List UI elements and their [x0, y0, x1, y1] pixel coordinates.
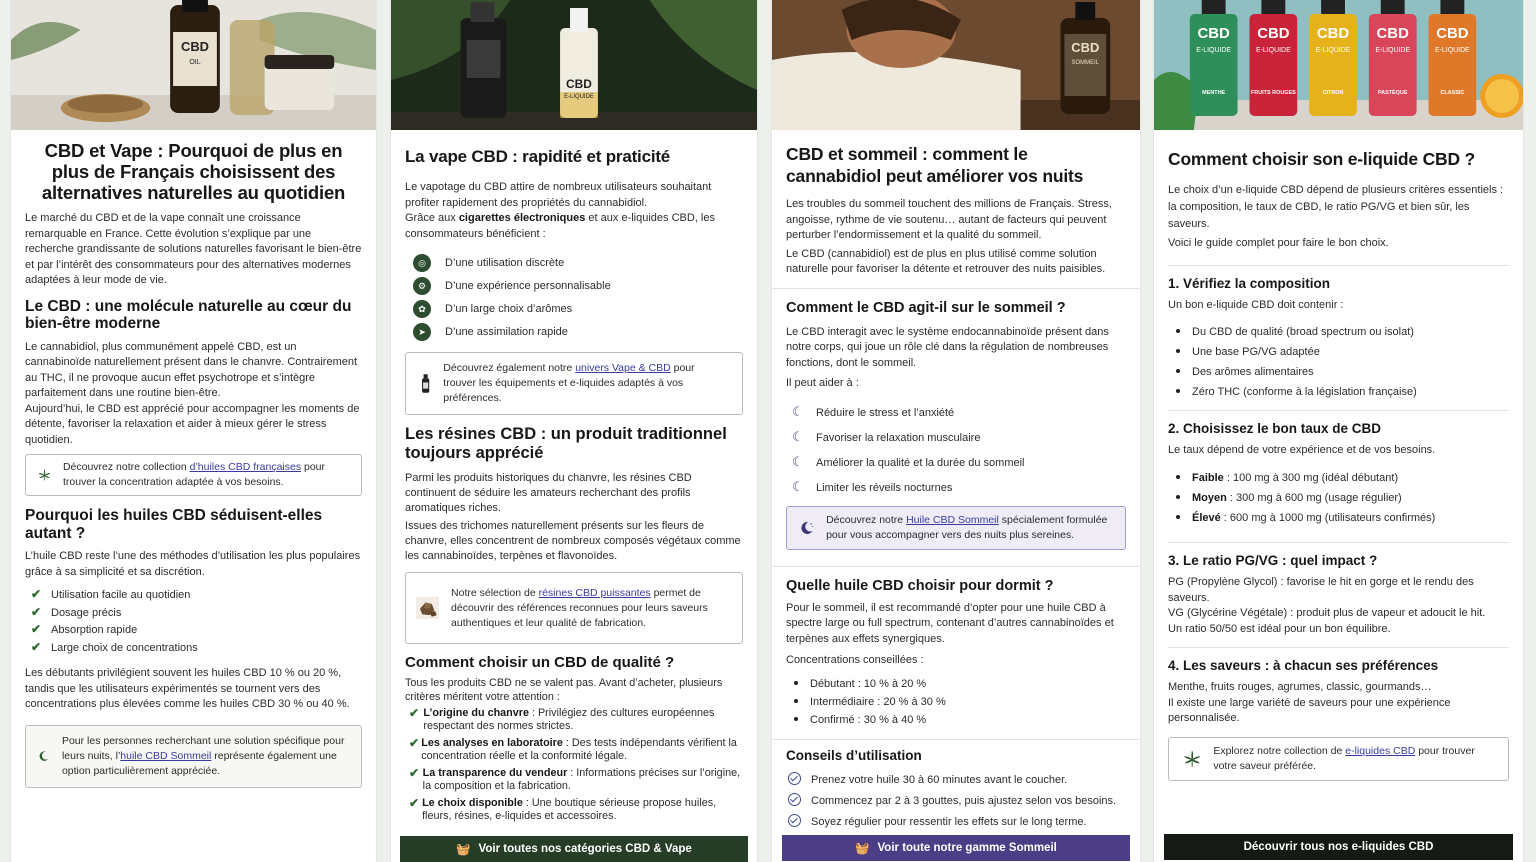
section-heading-choix: Quelle huile CBD choisir pour dormit ?	[786, 577, 1054, 594]
list-item: Zéro THC (conforme à la législation française)	[1172, 382, 1509, 402]
sleep-benefits-list	[792, 400, 1126, 500]
bottle-label: E-LIQUIDE	[1435, 46, 1470, 55]
paragraph: Menthe, fruits rouges, agrumes, classic, gourmands…	[1168, 681, 1432, 693]
list-item: Soyez régulier pour ressentir les effets sur le long terme.	[788, 812, 1126, 833]
list-item: ✔ La transparence du vendeur : Informations précises sur l’origine, la composition et la fabrication.	[409, 766, 741, 792]
e-liquid-bottle	[1369, 0, 1417, 116]
list-item: ⚙ D’une expérience personnalisable	[413, 275, 743, 298]
article-cbd-sommeil	[771, 0, 1141, 862]
list-item: Confirmé : 30 % à 40 %	[790, 711, 1126, 729]
list-item: Élevé : 600 mg à 1000 mg (utilisateurs confirmés)	[1172, 508, 1509, 528]
section-heading-conseils: Conseils d’utilisation	[786, 747, 922, 763]
paragraph: Il peut aider à :	[786, 377, 859, 389]
hero-image-vape	[391, 0, 757, 130]
paragraph: Parmi les produits historiques du chanvre, les résines CBD continuent de séduire les amateurs recherchant des profils aromatiques riches.	[405, 472, 692, 514]
section-heading-qualite: Comment choisir un CBD de qualité ?	[405, 654, 675, 671]
bottle-label: MENTHE	[1202, 89, 1226, 97]
section-heading-huiles: Pourquoi les huiles CBD séduisent-elles autant ?	[25, 507, 323, 542]
e-liquid-bottle	[1249, 0, 1297, 116]
svg-text:CBD: CBD	[1071, 39, 1100, 56]
list-item: ✔ Absorption rapide	[31, 622, 138, 636]
bottle-label: CBD	[1316, 24, 1350, 43]
basket-icon: 🧺	[855, 843, 870, 855]
paragraph: Grâce aux cigarettes électroniques et aux e-liquides CBD, les consommateurs bénéficient :	[405, 212, 715, 240]
check-circle-icon	[788, 793, 801, 806]
paragraph: Tous les produits CBD ne se valent pas. Avant d’acheter, plusieurs critères méritent votre attention :	[405, 677, 723, 703]
paragraph: Les débutants privilégient souvent les huiles CBD 10 % ou 20 %, tandis que les utilisateurs expérimentés se tournent vers des concentrations plus élevées comme les huiles CBD 30 % ou 40 %.	[25, 667, 350, 710]
bottle-label: E-LIQUIDE	[1196, 46, 1232, 55]
callout-resines: Notre sélection de résines CBD puissantes permet de découvrir des références reconnues pour leurs saveurs authentiques et leur qualité de fabrication.	[405, 572, 743, 644]
composition-list	[1172, 322, 1509, 402]
check-icon: ✔	[409, 766, 420, 780]
hero-image-sleep	[772, 0, 1140, 130]
moon-icon: ☾	[792, 478, 804, 494]
bottle-label: E-LIQUIDE	[1315, 46, 1351, 55]
cannabis-leaf-icon	[1183, 748, 1201, 770]
list-item: ☾ Réduire le stress et l’anxiété	[792, 400, 1126, 425]
article-title: CBD et Vape : Pourquoi de plus en plus de Français choisissent des alternatives naturelles au quotidien	[41, 140, 346, 203]
section-heading-ratio: 3. Le ratio PG/VG : quel impact ?	[1168, 553, 1378, 568]
basket-icon: 🧺	[456, 844, 471, 856]
list-item: ☾ Favoriser la relaxation musculaire	[792, 425, 1126, 450]
paragraph: Issues des trichomes naturellement présents sur les fleurs de chanvre, elles concentrent de nombreux composés végétaux comme les cannabinoïdes, terpènes et flavonoïdes.	[405, 520, 741, 562]
check-icon: ✔	[409, 706, 420, 720]
link-huile-cbd-sommeil[interactable]: Huile CBD Sommeil	[906, 513, 999, 526]
vape-benefits-list	[413, 252, 743, 344]
list-item: ☾ Limiter les réveils nocturnes	[792, 475, 1126, 500]
bottle-label: E-LIQUIDE	[1255, 46, 1291, 55]
e-liquid-bottle-icon	[420, 365, 431, 403]
categories-button[interactable]: 🧺 Voir toutes nos catégories CBD & Vape	[400, 836, 748, 862]
svg-text:E-LIQUIDE: E-LIQUIDE	[564, 93, 594, 101]
bottle-label: CBD	[1257, 24, 1290, 43]
check-circle-icon	[788, 814, 801, 827]
paragraph: L’huile CBD reste l’une des méthodes d’utilisation les plus populaires grâce à sa simplicité et sa discrétion.	[25, 550, 361, 578]
check-icon: ✔	[31, 587, 42, 601]
svg-text:CBD: CBD	[566, 76, 592, 92]
moon-icon: ☾	[792, 403, 804, 419]
check-circle-icon	[788, 772, 801, 785]
moon-icon: ☾	[792, 453, 804, 469]
check-icon: ✔	[31, 604, 42, 619]
paragraph: PG (Propylène Glycol) : favorise le hit en gorge et le rendu des saveurs.	[1168, 576, 1474, 604]
paragraph: Le taux dépend de votre expérience et de vos besoins.	[1168, 443, 1436, 456]
check-icon: ✔	[409, 736, 420, 750]
callout-huile-sommeil: Pour les personnes recherchant une solution spécifique pour leurs nuits, l’huile CBD Sommeil représente également une option particulièrement appréciée.	[25, 725, 362, 788]
list-item: ✔ Les analyses en laboratoire : Des tests indépendants vérifient la concentration réelle et la conformité légale.	[409, 736, 737, 762]
moon-icon: ☾	[792, 428, 804, 444]
hero-image-e-liquids	[1154, 0, 1523, 130]
moon-icon	[38, 741, 50, 771]
paragraph: Le cannabidiol, plus communément appelé CBD, est un cannabinoïde naturellement présent dans le chanvre. Contrairement au THC, il ne provoque aucun effet psychotrope et s’intègre parfaitement dans une routine bien-être.	[25, 340, 358, 399]
article-vape-cbd	[390, 0, 758, 862]
bottle-label: E-LIQUIDE	[1375, 46, 1411, 55]
e-liquides-button[interactable]: Découvrir tous nos e-liquides CBD	[1164, 834, 1513, 860]
list-item: Débutant : 10 % à 20 %	[790, 675, 1126, 693]
e-liquid-bottle	[1429, 0, 1477, 116]
paragraph: Il existe une large variété de saveurs pour une expérience personnalisée.	[1168, 696, 1451, 724]
hero-image-cbd-oil	[11, 0, 376, 130]
benefits-list	[31, 586, 362, 656]
list-item: Prenez votre huile 30 à 60 minutes avant le coucher.	[788, 770, 1126, 791]
callout-huiles-cbd: Découvrez notre collection d’huiles CBD françaises pour trouver la concentration adaptée à vos besoins.	[25, 454, 362, 496]
paragraph: Le choix d’un e-liquide CBD dépend de plusieurs critères essentiels : la composition, le taux de CBD, le ratio PG/VG et bien sûr, les saveurs.	[1168, 184, 1504, 230]
link-univers-vape-cbd[interactable]: univers Vape & CBD	[575, 362, 671, 374]
callout-huile-sommeil: Découvrez notre Huile CBD Sommeil spécialement formulée pour vous accompagner vers des nuits plus sereines.	[786, 506, 1126, 550]
article-title: La vape CBD : rapidité et praticité	[405, 147, 671, 166]
paragraph: Pour le sommeil, il est recommandé d’opter pour une huile CBD à spectre large ou full spectrum, contenant d’autres cannabinoïdes et terpènes aux effets synergiques.	[786, 601, 1114, 645]
moon-stars-icon	[799, 514, 814, 542]
bottle-label: FRUITS ROUGES	[1250, 89, 1296, 97]
bottle-label: CBD	[1197, 24, 1230, 43]
list-item: Du CBD de qualité (broad spectrum ou isolat)	[1172, 322, 1509, 342]
section-heading-cbd-molecule: Le CBD : une molécule naturelle au cœur du bien-être moderne	[25, 297, 352, 332]
list-item: ◎ D’une utilisation discrète	[413, 252, 743, 275]
section-heading-resines: Les résines CBD : un produit traditionnel toujours apprécié	[405, 425, 727, 462]
bottle-label: PASTÈQUE	[1377, 89, 1408, 97]
settings-icon: ⚙	[413, 277, 431, 295]
list-item: ✔ Dosage précis	[31, 604, 122, 619]
list-item: ➤ D’une assimilation rapide	[413, 321, 743, 344]
list-item: Intermédiaire : 20 % à 30 %	[790, 693, 1126, 711]
list-item: ✔ Utilisation facile au quotidien	[31, 587, 191, 601]
svg-text:SOMMEIL: SOMMEIL	[1071, 59, 1100, 67]
link-resines-cbd[interactable]: résines CBD puissantes	[538, 586, 651, 599]
section-heading-composition: 1. Vérifiez la composition	[1168, 276, 1331, 291]
link-huiles-cbd-francaises[interactable]: d’huiles CBD françaises	[189, 461, 302, 473]
list-item: ☾ Améliorer la qualité et la durée du sommeil	[792, 450, 1126, 475]
list-item: ✿ D’un large choix d’arômes	[413, 298, 743, 321]
paragraph: Un bon e-liquide CBD doit contenir :	[1168, 299, 1344, 311]
e-liquid-bottle	[1309, 0, 1357, 116]
list-item: ✔ L’origine du chanvre : Privilégiez des cultures européennes respectant des normes strictes.	[409, 706, 715, 732]
concentration-list	[790, 675, 1126, 729]
list-item: ✔ Le choix disponible : Une boutique sérieuse propose huiles, fleurs, résines, e-liquides et accessoires.	[409, 796, 717, 822]
link-e-liquides-cbd[interactable]: e-liquides CBD	[1345, 744, 1416, 757]
list-item: ✔ Large choix de concentrations	[31, 639, 198, 654]
link-huile-cbd-sommeil[interactable]: huile CBD Sommeil	[120, 749, 212, 762]
sommeil-range-button[interactable]: 🧺 Voir toute notre gamme Sommeil	[782, 835, 1130, 861]
list-item: Moyen : 300 mg à 600 mg (usage régulier)	[1172, 488, 1509, 508]
section-heading-taux: 2. Choisissez le bon taux de CBD	[1168, 420, 1382, 436]
article-e-liquide	[1153, 0, 1524, 862]
check-icon: ✔	[31, 622, 42, 636]
e-liquid-bottle	[1190, 0, 1238, 116]
paragraph: Aujourd’hui, le CBD est apprécié pour accompagner les moments de détente, favoriser la relaxation et aider à mieux gérer le stress quotidien.	[25, 402, 360, 446]
paragraph: Le vapotage du CBD attire de nombreux utilisateurs souhaitant profiter rapidement des propriétés du cannabidiol.	[405, 181, 712, 209]
list-item: Des arômes alimentaires	[1172, 362, 1509, 382]
section-heading-saveurs: 4. Les saveurs : à chacun ses préférences	[1168, 658, 1439, 673]
check-icon: ✔	[409, 796, 420, 810]
list-item: Commencez par 2 à 3 gouttes, puis ajustez selon vos besoins.	[788, 791, 1126, 812]
article-title: Comment choisir son e-liquide CBD ?	[1168, 149, 1476, 169]
section-heading-action: Comment le CBD agit-il sur le sommeil ?	[786, 299, 1066, 316]
paragraph: Le CBD interagit avec le système endocannabinoïde présent dans notre corps, qui joue un rôle clé dans la régulation de nombreuses fonctions, dont le sommeil.	[786, 325, 1109, 369]
check-icon: ✔	[31, 639, 42, 654]
tips-list	[788, 770, 1126, 833]
paragraph: VG (Glycérine Végétale) : produit plus de vapeur et adoucit le hit.	[1168, 607, 1486, 619]
paragraph: Voici le guide complet pour faire le bon choix.	[1168, 237, 1389, 249]
callout-univers-vape: Découvrez également notre univers Vape & CBD pour trouver les équipements et e-liquides adaptés à vos préférences.	[405, 352, 743, 415]
list-item: Faible : 100 mg à 300 mg (idéal débutant)	[1172, 468, 1509, 488]
bottle-label: CBD	[1436, 24, 1469, 43]
bottle-label: CITRON	[1322, 89, 1344, 97]
svg-text:OIL: OIL	[189, 58, 201, 67]
aroma-icon: ✿	[413, 300, 431, 318]
list-item: Une base PG/VG adaptée	[1172, 342, 1509, 362]
speed-icon: ➤	[413, 323, 431, 341]
intro-paragraph: Le marché du CBD et de la vape connaît une croissance remarquable en France. Cette évolution s’explique par une recherche grandissante de solutions naturelles favorisant le bien-être et par l’intérêt des consommateurs pour des alternatives modernes adaptées à leur mode de vie.	[25, 212, 362, 286]
taux-list	[1172, 468, 1509, 528]
cannabis-leaf-icon	[38, 465, 51, 485]
paragraph: Les troubles du sommeil touchent des millions de Français. Stress, angoisse, rythme de vie soutenu… autant de facteurs qui peuvent perturber l’endormissement et la qualité du sommeil.	[786, 198, 1112, 241]
paragraph: Un ratio 50/50 est idéal pour un bon équilibre.	[1168, 622, 1391, 635]
criteria-list	[409, 707, 743, 823]
resin-image	[416, 580, 439, 636]
callout-e-liquides: Explorez notre collection de e-liquides CBD pour trouver votre saveur préférée.	[1168, 737, 1509, 781]
discrete-icon: ◎	[413, 254, 431, 272]
article-title: CBD et sommeil : comment le cannabidiol peut améliorer vos nuits	[786, 144, 1084, 186]
article-cbd-vape	[10, 0, 377, 862]
paragraph: Le CBD (cannabidiol) est de plus en plus utilisé comme solution naturelle pour favoriser la détente et retrouver des nuits paisibles.	[786, 247, 1106, 275]
bottle-label: CLASSIC	[1440, 89, 1465, 97]
paragraph: Concentrations conseillées :	[786, 654, 924, 666]
bottle-label: CBD	[1376, 24, 1409, 43]
hero-bottle-label: CBD	[180, 38, 209, 55]
